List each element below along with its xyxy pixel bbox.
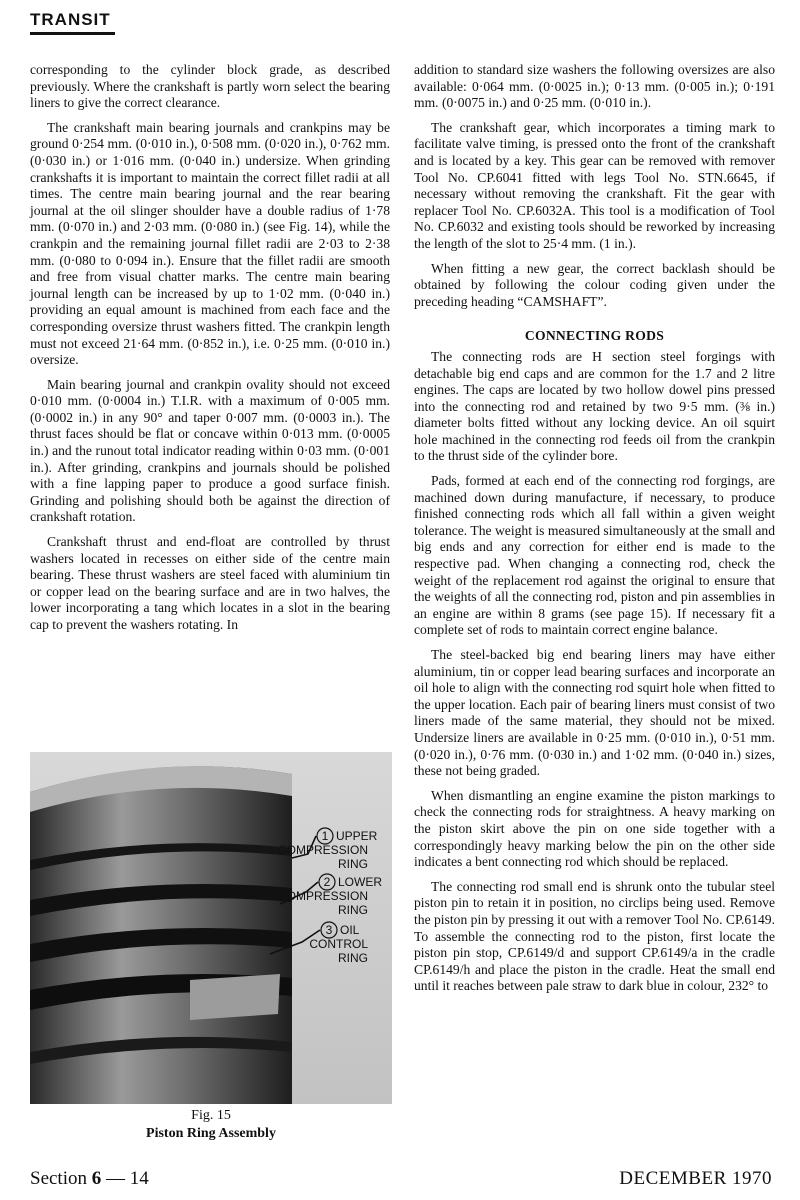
left-paragraph-3: Main bearing journal and crankpin ovality should not exceed 0·010 mm. (0·0004 in.) T.I.R. with a maximum of 0·005 mm. (0·0002 in.) in any 90° and taper 0·007 mm. (0·0003 in.). The thrust faces should be flat or concave within 0·013 mm. (0·0005 in.) and the runout total indicator reading within 0·03 mm. (0·001 in.). After grinding, crankpins and journals should be polished with a fine lapping paper to produce a good surface finish. Grinding and polishing should both be against the direction of crankshaft rotation. <box>30 376 390 525</box>
right-intro-paragraph-3: When fitting a new gear, the correct backlash should be obtained by following the colour coding given under the preceding heading “CAMSHAFT”. <box>414 260 775 309</box>
label-3-line3: RING <box>338 951 368 965</box>
header-title: TRANSIT <box>30 10 111 29</box>
callout-num-1: 1 <box>321 829 329 843</box>
oil-ring-segment <box>190 974 280 1020</box>
piston-ring-figure <box>30 752 392 1104</box>
piston-photo-illustration <box>30 752 392 1104</box>
left-column <box>30 62 390 642</box>
section-heading: CONNECTING RODS <box>524 328 665 344</box>
figure-number: Fig. 15 <box>191 1108 231 1123</box>
footer-section <box>30 1168 149 1190</box>
header-rule <box>30 32 115 35</box>
figure-title: Piston Ring Assembly <box>146 1126 276 1141</box>
callout-num-3: 3 <box>325 923 333 937</box>
label-3-line2: CONTROL <box>309 937 368 951</box>
right-column <box>414 62 775 1003</box>
page-header <box>30 10 115 35</box>
label-3-line1: OIL <box>340 923 360 937</box>
label-2-line2: COMPRESSION <box>277 889 368 903</box>
right-intro-paragraph-1: addition to standard size washers the following oversizes are also available: 0·064 mm. (0·0025 in.); 0·13 mm. (0·005 in.); 0·191 mm. (0·0075 in.) and 0·25 mm. (0·010 in.). <box>414 62 775 111</box>
label-2-line3: RING <box>338 903 368 917</box>
left-paragraph-2: The crankshaft main bearing journals and crankpins may be ground 0·254 mm. (0·010 in.), 0·508 mm. (0·020 in.), 0·762 mm. (0·030 in.) or 1·016 mm. (0·040 in.) undersize. When grinding crankshafts it is important to maintain the correct fillet radii at all times. The centre main bearing journal and the rear bearing journal at the oil slinger shoulder have a double radius of 1·78 mm. (0·070 in.) and 2·03 mm. (0·080 in.) (see Fig. 14), while the crankpin and the remaining journal fillet radii are 2·03 to 2·38 mm. (0·080 to 0·094 in.). Ensure that the fillet radii are smooth and free from visual chatter marks. The centre main bearing journal length can be increased by up to 1·02 mm. (0·040 in.) providing an equal amount is machined from each face and the corresponding oversize thrust washers fitted. The crankpin length must not exceed 21·64 mm. (0·852 in.), i.e. 0·25 mm. (0·010 in.) oversize. <box>30 119 390 368</box>
footer-section-prefix: Section <box>30 1168 92 1189</box>
right-paragraph-3: The steel-backed big end bearing liners may have either aluminium, tin or copper lead bearing surfaces and incorporate an oil hole to align with the connecting rod squirt hole when fitted to the upper location. Each pair of bearing liners must consist of two liners made of the same material, they should not be mixed. Undersize liners are available in 0·25 mm. (0·010 in.), 0·51 mm. (0·020 in.), 0·76 mm. (0·030 in.) and 1·02 mm. (0·040 in.) sizes, these not being graded. <box>414 647 775 779</box>
right-paragraph-5: The connecting rod small end is shrunk onto the tubular steel piston pin to retain it in position, no circlips being used. Remove the piston pin by pressing it out with a remover Tool No. CP.6149. To assemble the connecting rod to the piston, first locate the piston pin stop, CP.6149/d and support CP.6149/a in the cradle CP.6149/h and place the piston in the cradle. Heat the small end until it reaches between pale straw to dark blue in colour, 232° to <box>414 878 775 994</box>
footer-section-number: 6 <box>91 1168 102 1189</box>
label-1-line2: COMPRESSION <box>277 843 368 857</box>
label-2-line1: LOWER <box>338 875 383 889</box>
label-1-line1: UPPER <box>336 829 378 843</box>
right-paragraph-1: The connecting rods are H section steel forgings with detachable big end caps and are common for the 1.7 and 2 litre engines. The caps are located by two hollow dowel pins pressed into the connecting rod and retained by two 9·5 mm. (⅜ in.) diameter bolts fitted without any locking device. An oil squirt hole machined in the connecting rod feeds oil from the crankpin to the thrust side of the cylinder bore. <box>414 348 775 464</box>
label-1-line3: RING <box>338 857 368 871</box>
callout-num-2: 2 <box>323 875 331 889</box>
right-paragraph-4: When dismantling an engine examine the piston markings to check the connecting rods for straightness. A heavy marking on the piston skirt above the pin on one side together with a correspondingly heavy marking below the pin on the other side indicates a bent connecting rod which should be replaced. <box>414 787 775 870</box>
footer-section-suffix: — 14 <box>101 1168 149 1189</box>
footer-date: DECEMBER 1970 <box>619 1168 772 1189</box>
left-paragraph-4: Crankshaft thrust and end-float are controlled by thrust washers located in recesses on either side of the centre main bearing. These thrust washers are steel faced with aluminium tin or copper lead on the bearing surface and are in two halves, the lower incorporating a tang which locates in a slot in the bearing cap to prevent the washers rotating. In <box>30 534 390 632</box>
left-paragraph-1: corresponding to the cylinder block grade, as described previously. Where the crankshaft is partly worn select the bearing liners to give the correct clearance. <box>30 62 390 111</box>
right-paragraph-2: Pads, formed at each end of the connecting rod forgings, are machined down during manufacture, if necessary, to produce finished connecting rods which all fall within a given weight tolerance. The weight is measured simultaneously at the small and big ends and any correction for either end is made to the respective pad. When changing a connecting rod, check the weight of the replacement rod against the original to ensure that the weights of all the connecting rod, piston and pin assemblies in an engine are within 8 grams (see page 15). If necessary fit a complete set of rods to maintain correct engine balance. <box>414 473 775 638</box>
right-intro-paragraph-2: The crankshaft gear, which incorporates a timing mark to facilitate valve timing, is pressed onto the front of the crankshaft and is located by a key. This gear can be removed with remover Tool No. CP.6041 fitted with legs Tool No. STN.6645, if necessary without removing the crankshaft. Fit the gear with replacer Tool No. CP.6032A. This tool is a modification of Tool No. CP.6032 and existing tools should be reworked by increasing the length of the slot to 25·4 mm. (1 in.). <box>414 119 775 251</box>
